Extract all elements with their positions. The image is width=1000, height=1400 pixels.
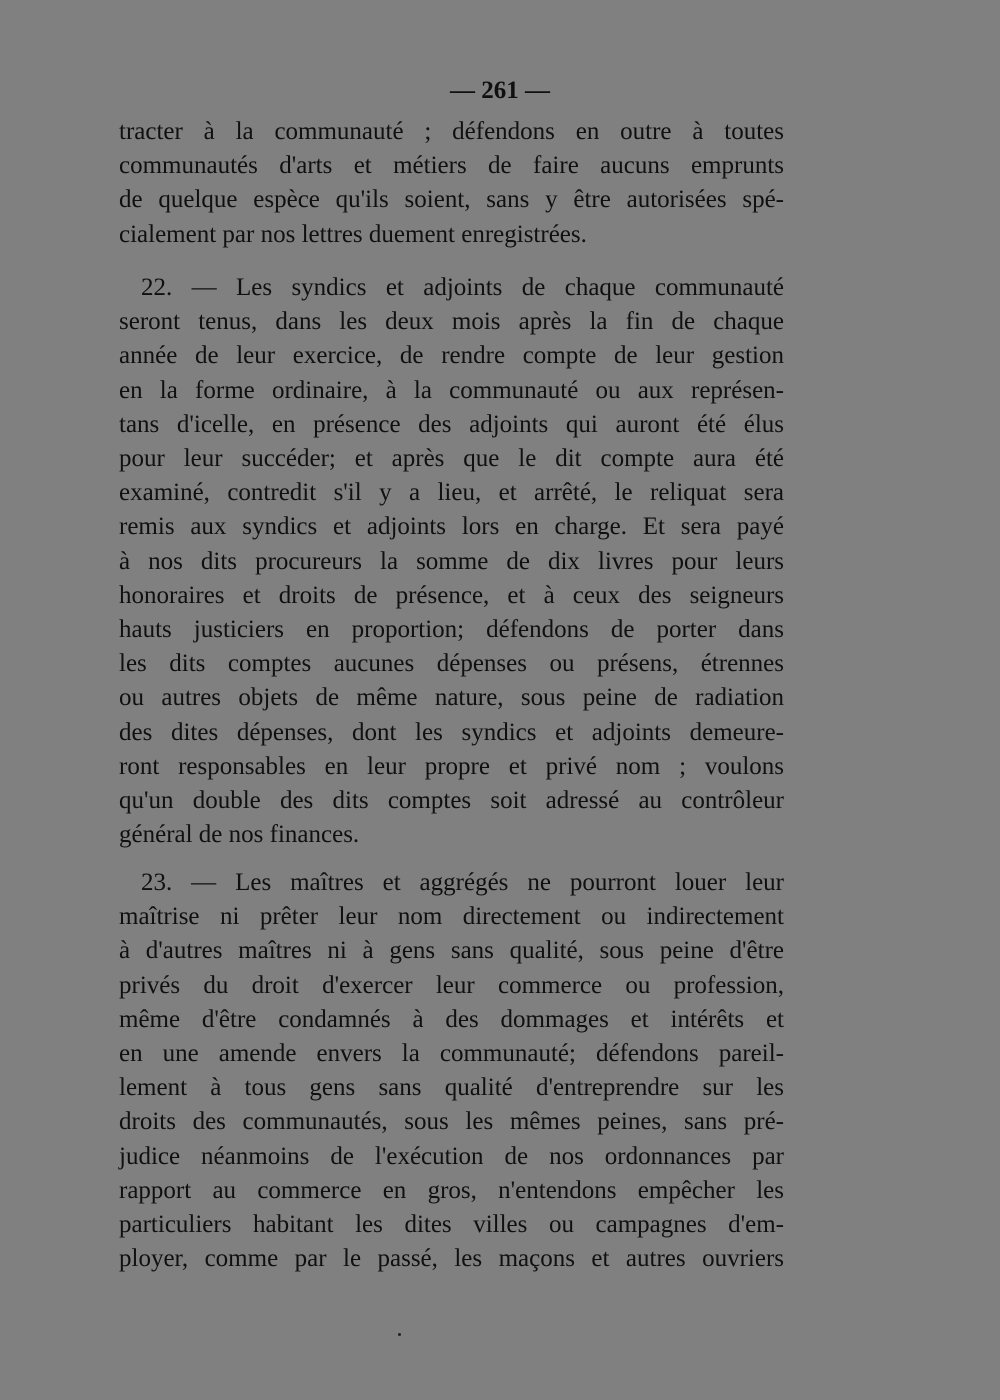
text-line: ront responsables en leur propre et privé nom ; voulons bbox=[119, 752, 784, 780]
text-line: rapport au commerce en gros, n'entendons empêcher les bbox=[119, 1176, 784, 1204]
article-22 bbox=[119, 271, 784, 852]
text-line: lement à tous gens sans qualité d'entreprendre sur les bbox=[119, 1074, 784, 1102]
text-line: cialement par nos lettres duement enregistrées. bbox=[119, 220, 587, 248]
text-line: à d'autres maîtres ni à gens sans qualité, sous peine d'être bbox=[119, 937, 784, 965]
text-line: hauts justiciers en proportion; défendons de porter dans bbox=[119, 616, 784, 644]
scan-speck bbox=[398, 1333, 401, 1336]
article-23 bbox=[119, 866, 784, 1276]
text-line: année de leur exercice, de rendre compte de leur gestion bbox=[119, 342, 784, 370]
text-line: qu'un double des dits comptes soit adressé au contrôleur bbox=[119, 787, 784, 815]
text-line: 23. — Les maîtres et aggrégés ne pourront louer leur bbox=[141, 869, 784, 896]
text-line: pour leur succéder; et après que le dit compte aura été bbox=[119, 445, 784, 473]
text-line: les dits comptes aucunes dépenses ou présens, étrennes bbox=[119, 650, 784, 678]
text-line: remis aux syndics et adjoints lors en charge. Et sera payé bbox=[119, 513, 784, 541]
text-line: maîtrise ni prêter leur nom directement ou indirectement bbox=[119, 903, 784, 931]
text-line: même d'être condamnés à des dommages et intérêts et bbox=[119, 1005, 784, 1033]
text-line: honoraires et droits de présence, et à ceux des seigneurs bbox=[119, 581, 784, 609]
text-line: de quelque espèce qu'ils soient, sans y être autorisées spé- bbox=[119, 186, 784, 214]
text-line: ou autres objets de même nature, sous peine de radiation bbox=[119, 684, 784, 712]
page-number: — 261 — bbox=[450, 77, 550, 104]
text-line: général de nos finances. bbox=[119, 821, 360, 849]
text-line: communautés d'arts et métiers de faire aucuns emprunts bbox=[119, 152, 784, 180]
text-line: tracter à la communauté ; défendons en outre à toutes bbox=[119, 118, 784, 145]
text-line: 22. — Les syndics et adjoints de chaque communauté bbox=[141, 274, 784, 301]
text-line: examiné, contredit s'il y a lieu, et arrêté, le reliquat sera bbox=[119, 479, 784, 507]
text-line: des dites dépenses, dont les syndics et adjoints demeure- bbox=[119, 718, 784, 746]
text-line: droits des communautés, sous les mêmes peines, sans pré- bbox=[119, 1108, 784, 1136]
paragraph-continuation bbox=[119, 115, 784, 252]
text-line: à nos dits procureurs la somme de dix livres pour leurs bbox=[119, 547, 784, 575]
text-line: en la forme ordinaire, à la communauté ou aux représen- bbox=[119, 376, 784, 404]
text-line: ployer, comme par le passé, les maçons et autres ouvriers bbox=[119, 1245, 784, 1273]
text-line: particuliers habitant les dites villes ou campagnes d'em- bbox=[119, 1211, 784, 1239]
text-line: judice néanmoins de l'exécution de nos ordonnances par bbox=[119, 1142, 784, 1170]
text-line: seront tenus, dans les deux mois après la fin de chaque bbox=[119, 308, 784, 336]
text-line: privés du droit d'exercer leur commerce ou profession, bbox=[119, 971, 784, 999]
text-line: tans d'icelle, en présence des adjoints qui auront été élus bbox=[119, 410, 784, 438]
text-line: en une amende envers la communauté; défendons pareil- bbox=[119, 1040, 784, 1068]
